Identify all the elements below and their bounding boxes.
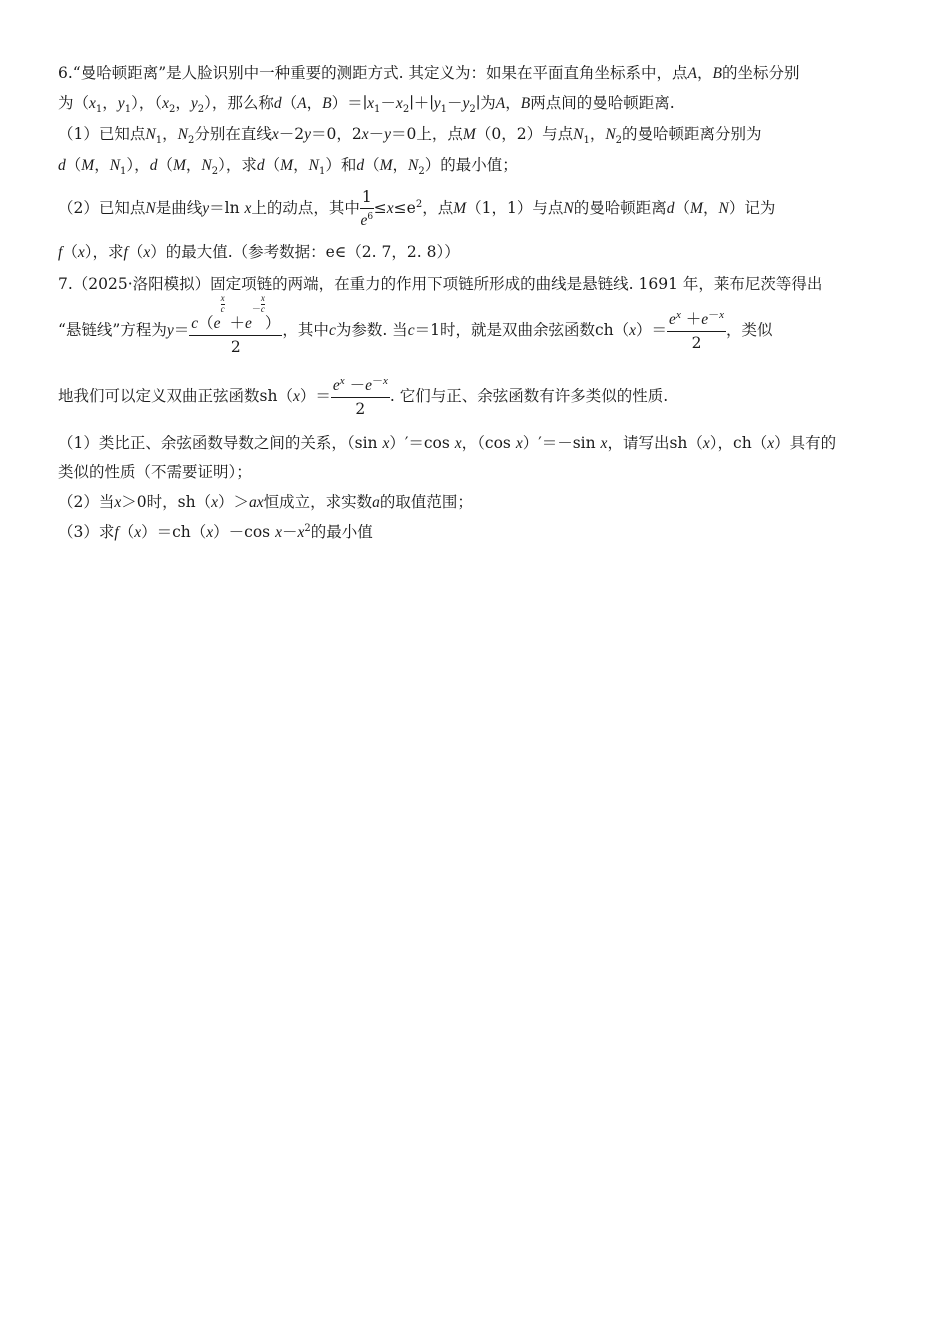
- fraction-one-over-e6: $\frac{1}{e^6}$: [360, 188, 374, 229]
- q7-part1-line-2: 类似的性质（不需要证明）；: [58, 463, 252, 481]
- q6-line-2: 为（$x_1$，$y_1$），（$x_2$，$y_2$），那么称d（A，$B)=∣x_1-x_2∣+∣y_1-y_2∣$为A，B两点间的曼哈顿距离.: [58, 94, 675, 116]
- cosh-fraction: $\frac{e^x +e^{-x}}{2}$: [669, 307, 725, 353]
- q6-part2-line-1: （2）已知点N是曲线y＝ln x上的动点，其中 $\frac{1}{e^6}$ $\le x\le e^2$，点M（1，1）与点N的曼哈顿距离d（M，N）记为: [58, 186, 775, 232]
- q6-part1-line-2: d（M，$N_1$），d（M，$N_2$），求d（M，$N_1$）和d（M，$N_2$）的最小值；: [58, 156, 518, 178]
- q6-part2-line-2: f（x），求f（x）的最大值.（参考数据：e∈（2. 7，2. 8））: [58, 243, 460, 261]
- catenary-fraction: $c(e^{\frac{x}{c}}$ $+e^{-\frac{x}{c}}$ ） 2: [191, 293, 281, 357]
- q7-line-2: “悬链线”方程为y＝ $c(e^{\frac{x}{c}}$ $+e^{-\frac{x}{c}}$ ） 2 ，其中c为参数. 当c＝1时，就是双曲余弦函数ch（x）＝ $\frac{e^x +e^{-x}}{2}$ ，类似: [58, 293, 773, 357]
- q6-part1-line-1: （1）已知点$N_1$，$N_2$分别在直线x－2y＝0，2x－y＝0上，点M（0，2）与点$N_1$，$N_2$的曼哈顿距离分别为: [58, 125, 762, 147]
- q6-line-1: 6.“曼哈顿距离”是人脸识别中一种重要的测距方式. 其定义为：如果在平面直角坐标系中，点A，B的坐标分别: [58, 64, 800, 82]
- q7-part1-line-1: （1）类比正、余弦函数导数之间的关系，（sin x）′＝cos x，（cos x）′＝－sin x，请写出sh（x），ch（x）具有的: [58, 434, 837, 452]
- q7-part2: （2）当x＞0时，sh（x）＞ax恒成立，求实数a的取值范围；: [58, 493, 473, 511]
- q7-line-3: 地我们可以定义双曲正弦函数sh（x）＝ $\frac{e^x -e^{-x}}{2}$ . 它们与正、余弦函数有许多类似的性质.: [58, 373, 669, 418]
- q6-lead: 6.“曼哈顿距离”是人脸识别中一种重要的测距方式. 其定义为：如果在平面直角坐标系中，点: [58, 64, 688, 82]
- q7-part3: （3）求f（x）＝ch（x）－cos $x-x^2$的最小值: [58, 522, 373, 541]
- q7-lead: 7.（2025·洛阳模拟）固定项链的两端，在重力的作用下项链所形成的曲线是悬链线. 1691 年，莱布尼茨等得出: [58, 275, 823, 293]
- sinh-fraction: $\frac{e^x -e^{-x}}{2}$: [332, 373, 388, 418]
- q7-line-1: [58, 274, 822, 294]
